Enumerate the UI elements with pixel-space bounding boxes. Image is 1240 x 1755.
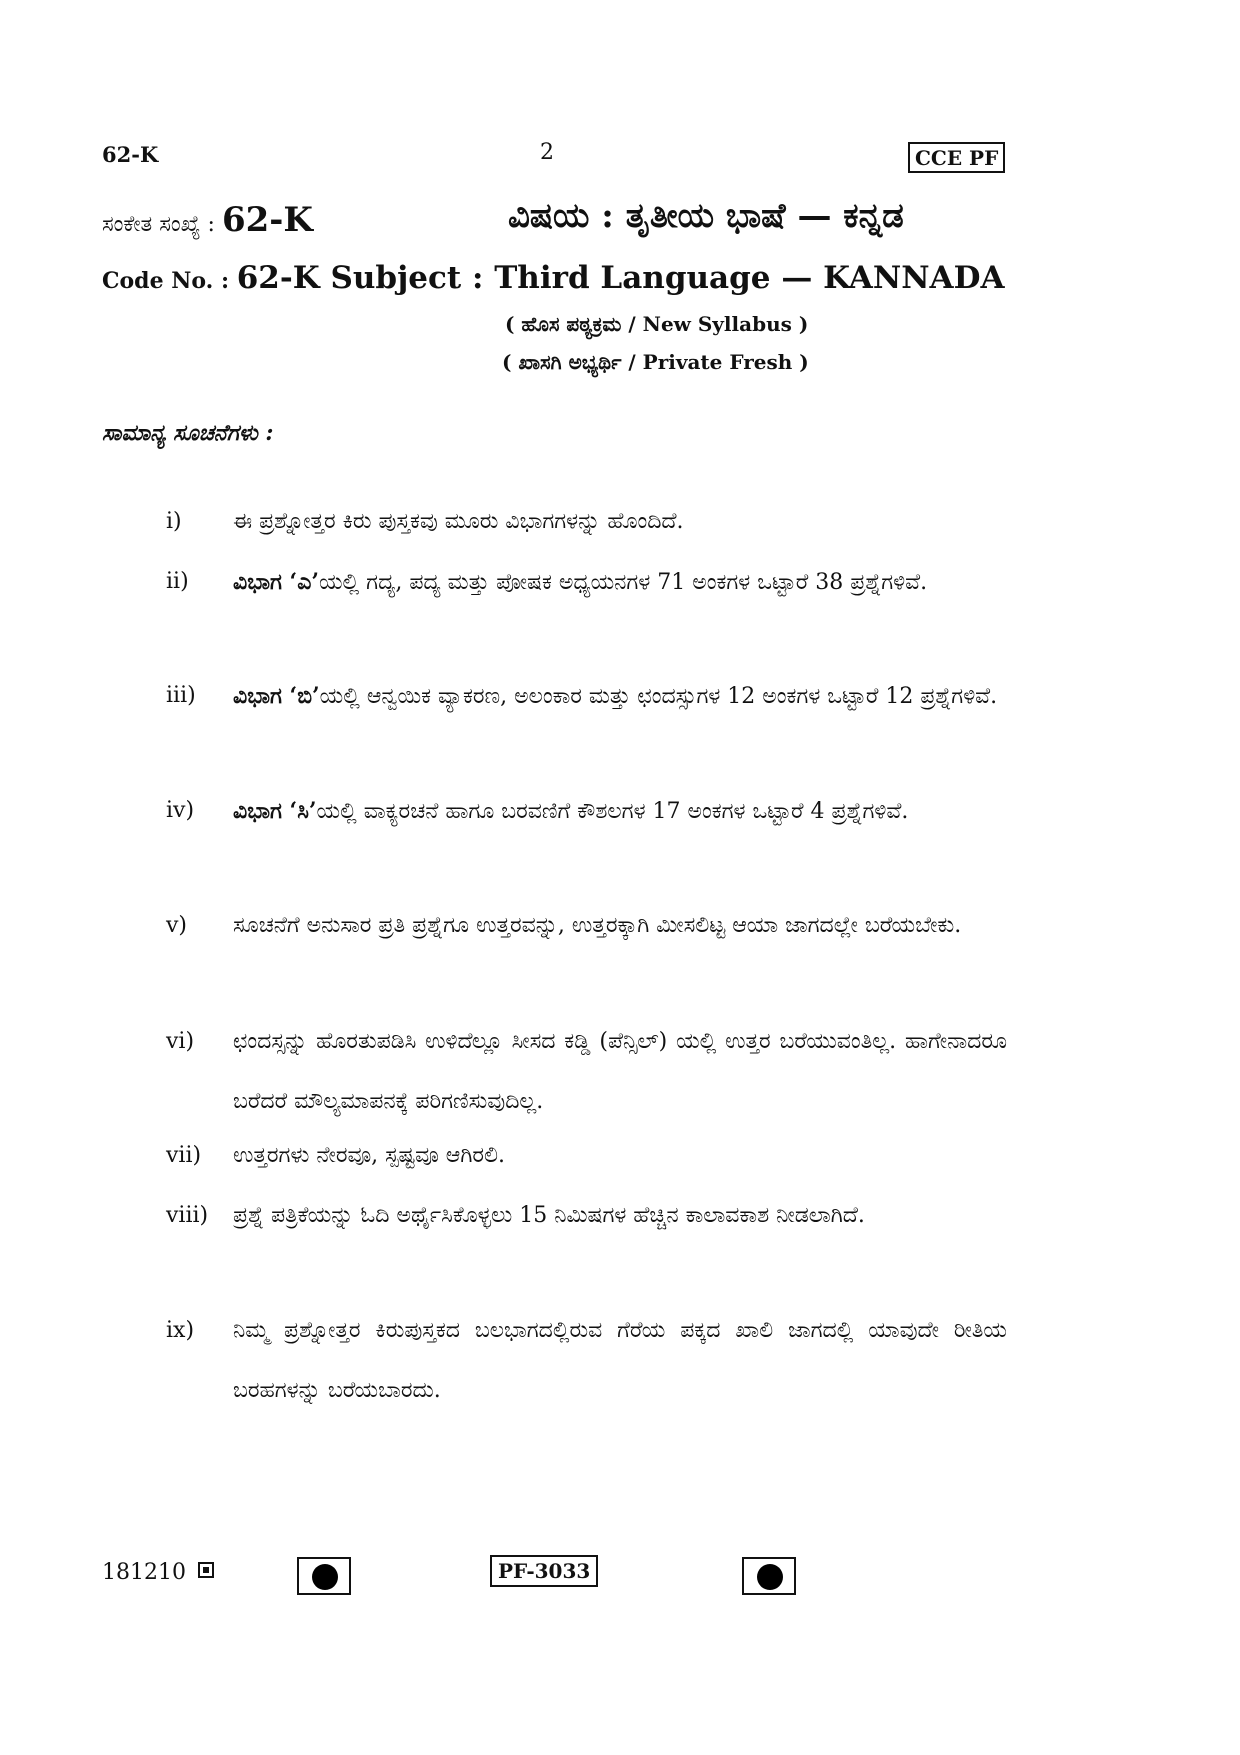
instruction-item — [102, 781, 1007, 901]
instruction-text — [233, 781, 1007, 842]
english-code-value: 62-K — [236, 260, 320, 296]
instruction-number: ii) — [166, 569, 189, 594]
english-code-subject-line — [102, 260, 1005, 296]
instruction-item — [102, 666, 1007, 786]
instruction-text — [233, 1301, 1007, 1421]
instruction-number: iv) — [166, 798, 195, 823]
instruction-body: ಪ್ರಶ್ನೆ ಪತ್ರಿಕೆಯನ್ನು ಓದಿ ಅರ್ಥೈಸಿಕೊಳ್ಳಲು 15 ನಿಮಿಷಗಳ ಹೆಚ್ಚಿನ ಕಾಲಾವಕಾಶ ನೀಡಲಾಗಿದೆ. — [233, 1203, 865, 1228]
instruction-body: ಉತ್ತರಗಳು ನೇರವೂ, ಸ್ಪಷ್ಟವೂ ಆಗಿರಲಿ. — [233, 1143, 505, 1168]
instruction-body: ಯಲ್ಲಿ ಆನ್ವಯಿಕ ವ್ಯಾಕರಣ, ಅಲಂಕಾರ ಮತ್ತು ಛಂದಸ್ಸುಗಳ 12 ಅಂಕಗಳ ಒಟ್ಟಾರೆ 12 ಪ್ರಶ್ನೆಗಳಿವೆ. — [319, 684, 998, 709]
instruction-section-label: ವಿಭಾಗ ‘ಬಿ’ — [233, 683, 320, 709]
candidate-type-note: ( ಖಾಸಗಿ ಅಭ್ಯರ್ಥಿ / Private Fresh ) — [502, 350, 809, 374]
kannada-code-line — [102, 200, 313, 240]
instruction-text — [233, 492, 1007, 552]
instruction-text — [233, 1186, 1007, 1246]
kannada-code-label: ಸಂಕೇತ ಸಂಖ್ಯೆ : — [102, 212, 222, 237]
instruction-number: viii) — [166, 1203, 209, 1228]
kannada-subject-title: ವಿಷಯ : ತೃತೀಯ ಭಾಷೆ — ಕನ್ನಡ — [508, 196, 904, 236]
instruction-number: ix) — [166, 1318, 195, 1343]
registration-mark-left — [297, 1557, 351, 1595]
instruction-item — [102, 1012, 1007, 1132]
instruction-section-label: ವಿಭಾಗ ‘ಎ’ — [233, 569, 319, 595]
instruction-item — [102, 552, 1007, 672]
syllabus-note: ( ಹೊಸ ಪಠ್ಯಕ್ರಮ / New Syllabus ) — [505, 312, 809, 336]
english-code-label: Code No. : — [102, 268, 237, 294]
instruction-text — [233, 1012, 1007, 1132]
instruction-body: ಯಲ್ಲಿ ಗದ್ಯ, ಪದ್ಯ ಮತ್ತು ಪೋಷಕ ಅಧ್ಯಯನಗಳ 71 ಅಂಕಗಳ ಒಟ್ಟಾರೆ 38 ಪ್ರಶ್ನೆಗಳಿವೆ. — [319, 570, 928, 595]
instruction-number: vii) — [166, 1143, 202, 1168]
instruction-body: ಛಂದಸ್ಸನ್ನು ಹೊರತುಪಡಿಸಿ ಉಳಿದೆಲ್ಲೂ ಸೀಸದ ಕಡ್ಡಿ (ಪೆನ್ಸಿಲ್) ಯಲ್ಲಿ ಉತ್ತರ ಬರೆಯುವಂತಿಲ್ಲ. ಹಾಗೇನಾದರೂ ಬರೆದರೆ ಮೌಲ್ಯಮಾಪನಕ್ಕೆ ಪರಿಗಣಿಸುವುದಿಲ್ಲ. — [233, 1029, 1007, 1114]
instruction-number: v) — [166, 913, 188, 938]
instruction-item — [102, 896, 1007, 1016]
instruction-number: i) — [166, 509, 182, 534]
instruction-number: vi) — [166, 1029, 195, 1054]
footer-square-mark-icon — [198, 1562, 214, 1578]
instruction-body: ನಿಮ್ಮ ಪ್ರಶ್ನೋತ್ತರ ಕಿರುಪುಸ್ತಕದ ಬಲಭಾಗದಲ್ಲಿರುವ ಗೆರೆಯ ಪಕ್ಕದ ಖಾಲಿ ಜಾಗದಲ್ಲಿ ಯಾವುದೇ ರೀತಿಯ ಬರಹಗಳನ್ನು ಬರೆಯಬಾರದು. — [233, 1318, 1007, 1403]
instruction-text — [233, 896, 1007, 956]
instruction-text — [233, 1126, 1007, 1186]
registration-dot-icon — [757, 1564, 783, 1590]
registration-dot-icon — [312, 1564, 338, 1590]
instruction-item — [102, 1301, 1007, 1421]
english-subject: Subject : Third Language — KANNADA — [319, 260, 1005, 296]
registration-mark-right — [742, 1557, 796, 1595]
header-paper-code: 62-K — [102, 142, 159, 167]
page-number: 2 — [540, 140, 554, 165]
instruction-body: ಸೂಚನೆಗೆ ಅನುಸಾರ ಪ್ರತಿ ಪ್ರಶ್ನೆಗೂ ಉತ್ತರವನ್ನು, ಉತ್ತರಕ್ಕಾಗಿ ಮೀಸಲಿಟ್ಟ ಆಯಾ ಜಾಗದಲ್ಲೇ ಬರೆಯಬೇಕು. — [233, 913, 962, 938]
instruction-text — [233, 552, 1007, 613]
instruction-item — [102, 1126, 1007, 1186]
instruction-number: iii) — [166, 683, 196, 708]
instruction-body: ಯಲ್ಲಿ ವಾಕ್ಯರಚನೆ ಹಾಗೂ ಬರವಣಿಗೆ ಕೌಶಲಗಳ 17 ಅಂಕಗಳ ಒಟ್ಟಾರೆ 4 ಪ್ರಶ್ನೆಗಳಿವೆ. — [316, 799, 909, 824]
instruction-section-label: ವಿಭಾಗ ‘ಸಿ’ — [233, 798, 317, 824]
instructions-heading: ಸಾಮಾನ್ಯ ಸೂಚನೆಗಳು : — [102, 420, 274, 446]
instruction-item — [102, 1186, 1007, 1306]
kannada-code-value: 62-K — [221, 200, 313, 240]
paper-code-badge: PF-3033 — [490, 1555, 598, 1587]
footer-code: 181210 — [102, 1560, 186, 1585]
scheme-badge: CCE PF — [908, 142, 1005, 173]
instruction-body: ಈ ಪ್ರಶ್ನೋತ್ತರ ಕಿರು ಪುಸ್ತಕವು ಮೂರು ವಿಭಾಗಗಳನ್ನು ಹೊಂದಿದೆ. — [233, 509, 684, 534]
instruction-item — [102, 492, 1007, 552]
instruction-text — [233, 666, 1007, 727]
